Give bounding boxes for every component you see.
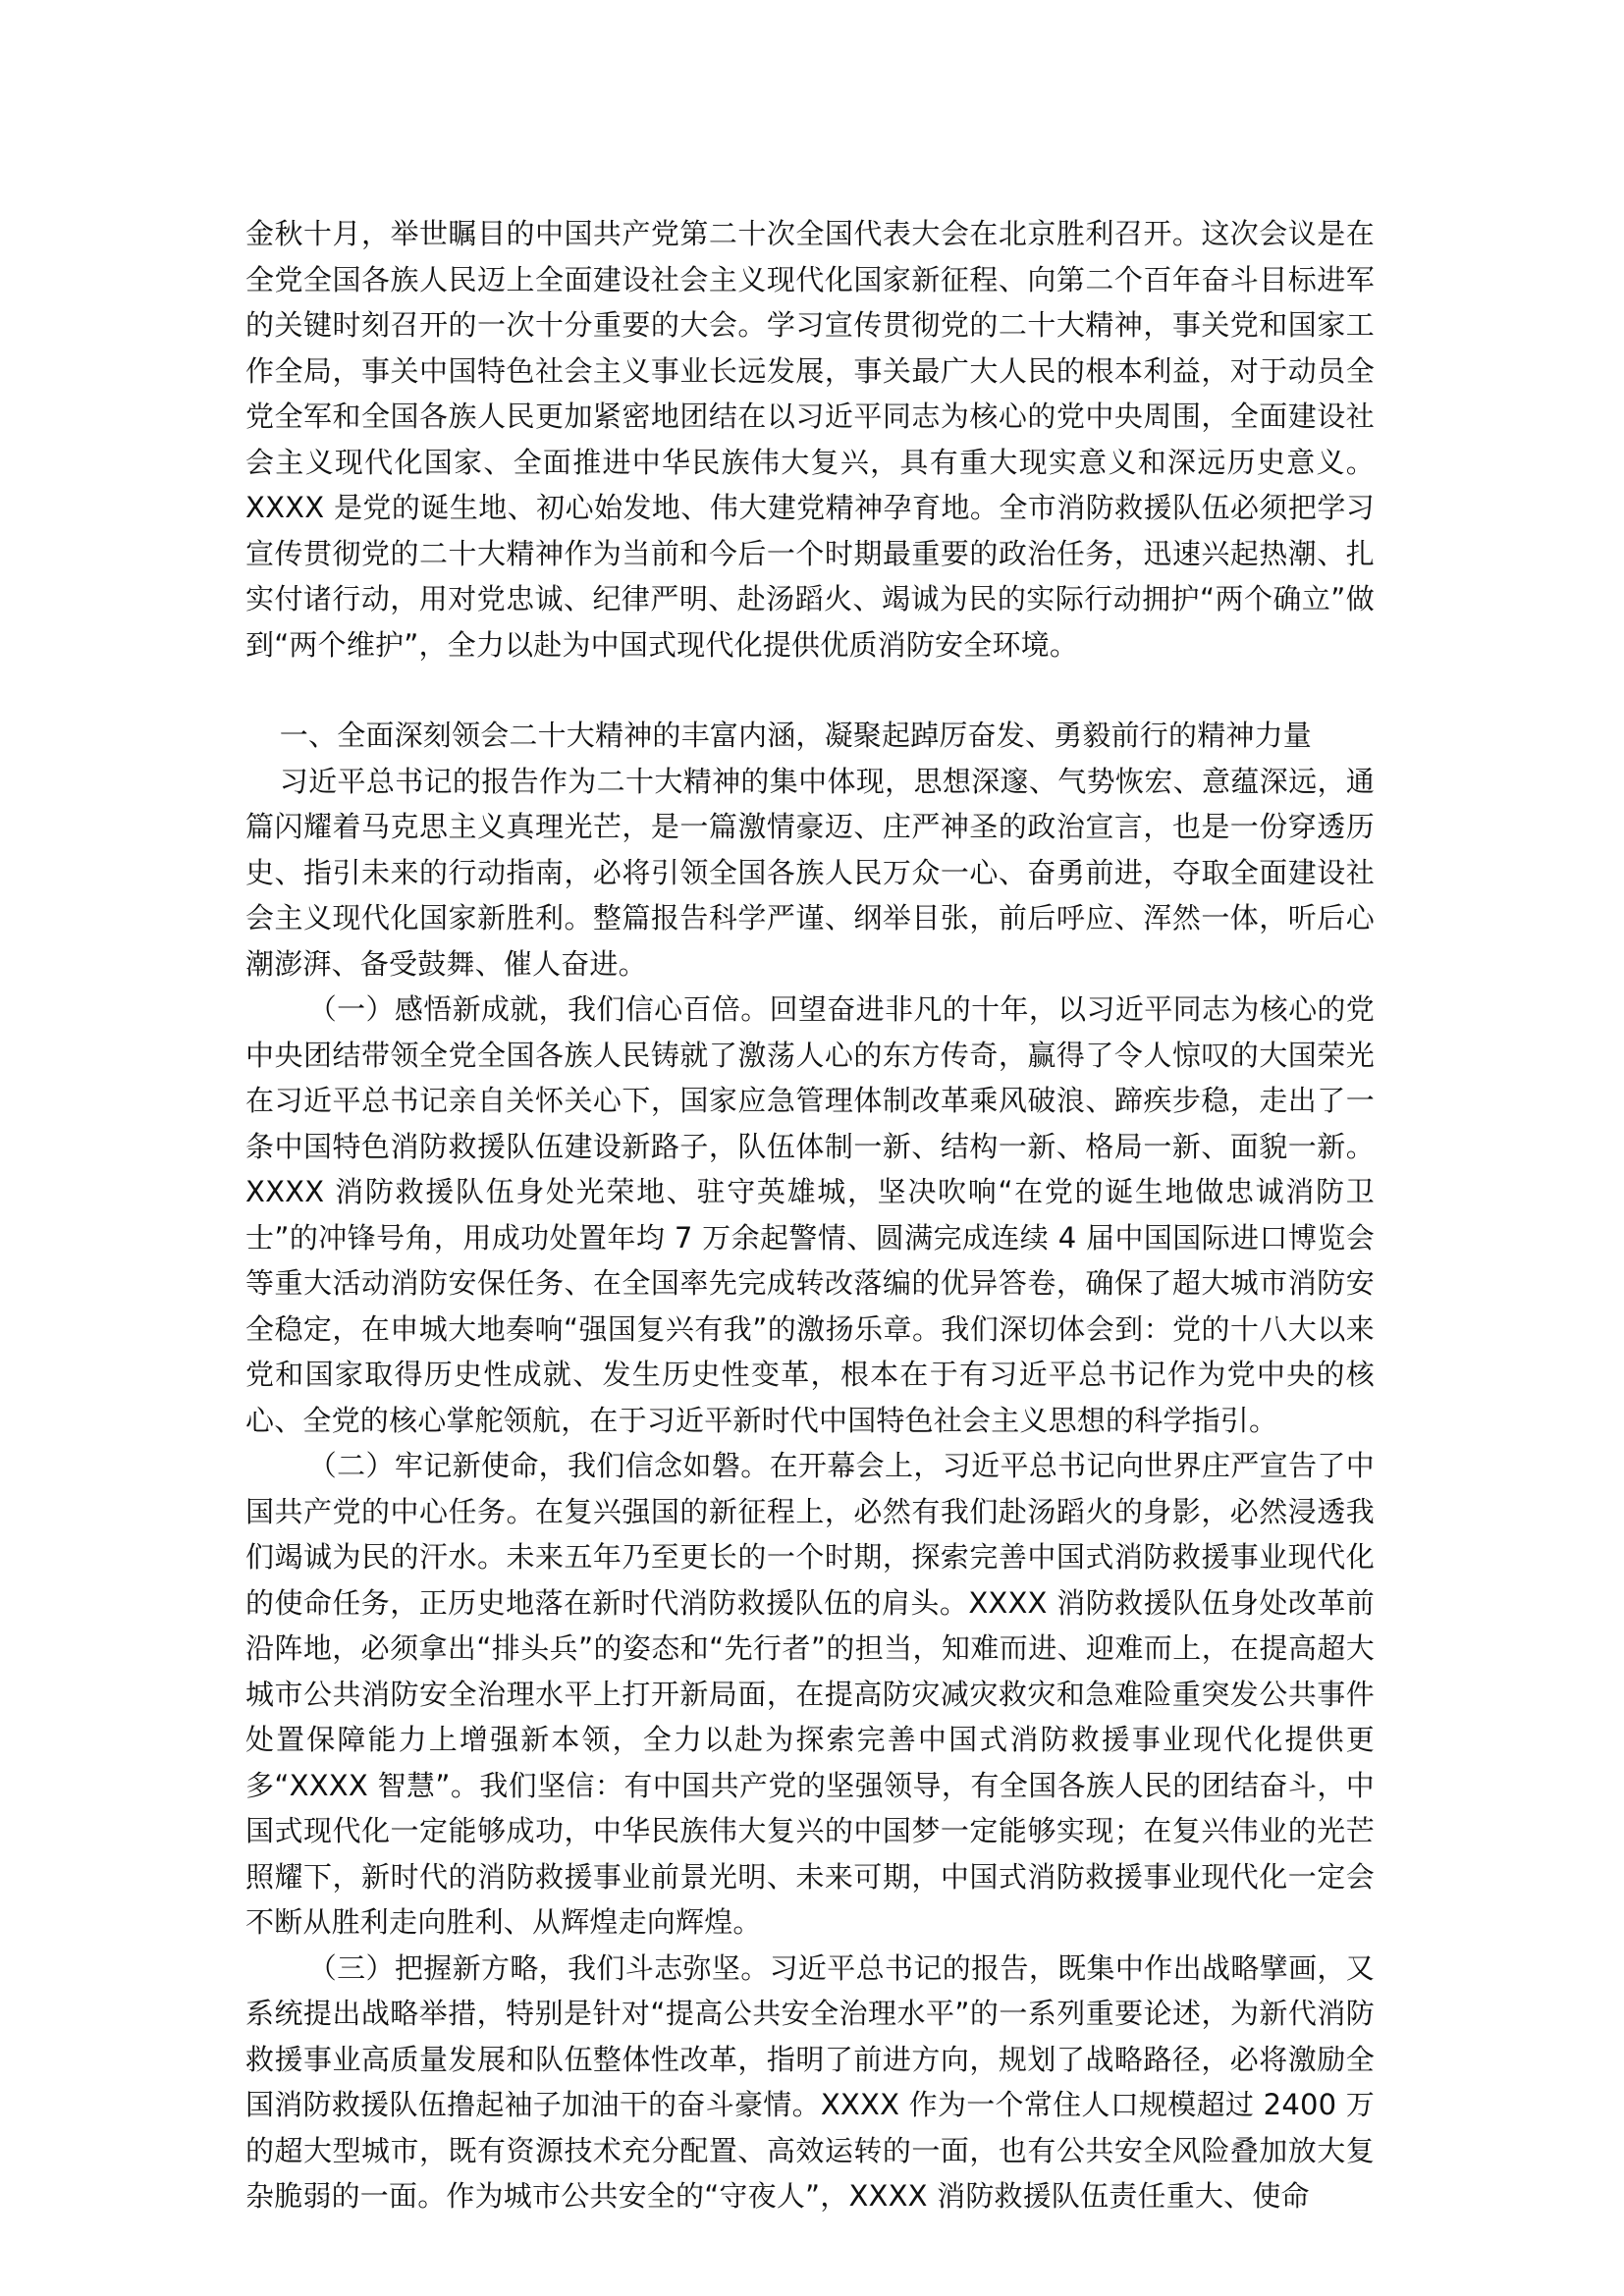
point-2-paragraph: （二）牢记新使命，我们信念如磐。在开幕会上，习近平总书记向世界庄严宣告了中国共产党的中心任务。在复兴强国的新征程上，必然有我们赴汤蹈火的身影，必然浸透我们竭诚为民的汗水。未来五年乃至更长的一个时期，探索完善中国式消防救援事业现代化的使命任务，正历史地落在新时代消防救援队伍的肩头。XXXX 消防救援队伍身处改革前沿阵地，必须拿出“排头兵”的姿态和“先行者”的担当，知难而进、迎难而上，在提高超大城市公共消防安全治理水平上打开新局面，在提高防灾减灾救灾和急难险重突发公共事件处置保障能力上增强新本领，全力以赴为探索完善中国式消防救援事业现代化提供更多“XXXX 智慧”。我们坚信：有中国共产党的坚强领导，有全国各族人民的团结奋斗，中国式现代化一定能够成功，中华民族伟大复兴的中国梦一定能够实现；在复兴伟业的光芒照耀下，新时代的消防救援事业前景光明、未来可期，中国式消防救援事业现代化一定会不断从胜利走向胜利、从辉煌走向辉煌。 xyxy=(245,1449,1375,1939)
document-body xyxy=(245,211,1375,2219)
intro-paragraph: 金秋十月，举世瞩目的中国共产党第二十次全国代表大会在北京胜利召开。这次会议是在全党全国各族人民迈上全面建设社会主义现代化国家新征程、向第二个百年奋斗目标进军的关键时刻召开的一次十分重要的大会。学习宣传贯彻党的二十大精神，事关党和国家工作全局，事关中国特色社会主义事业长远发展，事关最广大人民的根本利益，对于动员全党全军和全国各族人民更加紧密地团结在以习近平同志为核心的党中央周围，全面建设社会主义现代化国家、全面推进中华民族伟大复兴，具有重大现实意义和深远历史意义。XXXX 是党的诞生地、初心始发地、伟大建党精神孕育地。全市消防救援队伍必须把学习宣传贯彻党的二十大精神作为当前和今后一个时期最重要的政治任务，迅速兴起热潮、扎实付诸行动，用对党忠诚、纪律严明、赴汤蹈火、竭诚为民的实际行动拥护“两个确立”做到“两个维护”，全力以赴为中国式现代化提供优质消防安全环境。 xyxy=(245,217,1375,662)
section-1-heading: 一、全面深刻领会二十大精神的丰富内涵，凝聚起踔厉奋发、勇毅前行的精神力量 xyxy=(279,719,1312,752)
paragraph-spacer xyxy=(245,667,1375,713)
point-3-paragraph: （三）把握新方略，我们斗志弥坚。习近平总书记的报告，既集中作出战略擘画，又系统提出战略举措，特别是针对“提高公共安全治理水平”的一系列重要论述，为新代消防救援事业高质量发展和队伍整体性改革，指明了前进方向，规划了战略路径，必将激励全国消防救援队伍撸起袖子加油干的奋斗豪情。XXXX 作为一个常住人口规模超过 2400 万的超大型城市，既有资源技术充分配置、高效运转的一面，也有公共安全风险叠加放大复杂脆弱的一面。作为城市公共安全的“守夜人”，XXXX 消防救援队伍责任重大、使命 xyxy=(245,1950,1375,2213)
point-1-paragraph: （一）感悟新成就，我们信心百倍。回望奋进非凡的十年，以习近平同志为核心的党中央团结带领全党全国各族人民铸就了激荡人心的东方传奇，赢得了令人惊叹的大国荣光在习近平总书记亲自关怀关心下，国家应急管理体制改革乘风破浪、蹄疾步稳，走出了一条中国特色消防救援队伍建设新路子，队伍体制一新、结构一新、格局一新、面貌一新。XXXX 消防救援队伍身处光荣地、驻守英雄城，坚决吹响“在党的诞生地做忠诚消防卫士”的冲锋号角，用成功处置年均 7 万余起警情、圆满完成连续 4 届中国国际进口博览会等重大活动消防安保任务、在全国率先完成转改落编的优异答卷，确保了超大城市消防安全稳定，在申城大地奏响“强国复兴有我”的激扬乐章。我们深切体会到：党的十八大以来党和国家取得历史性成就、发生历史性变革，根本在于有习近平总书记作为党中央的核心、全党的核心掌舵领航，在于习近平新时代中国特色社会主义思想的科学指引。 xyxy=(245,992,1375,1437)
section-1-intro-paragraph: 习近平总书记的报告作为二十大精神的集中体现，思想深邃、气势恢宏、意蕴深远，通篇闪耀着马克思主义真理光芒，是一篇激情豪迈、庄严神圣的政治宣言，也是一份穿透历史、指引未来的行动指南，必将引领全国各族人民万众一心、奋勇前进，夺取全面建设社会主义现代化国家新胜利。整篇报告科学严谨、纲举目张，前后呼应、浑然一体，听后心潮澎湃、备受鼓舞、催人奋进。 xyxy=(245,764,1375,981)
